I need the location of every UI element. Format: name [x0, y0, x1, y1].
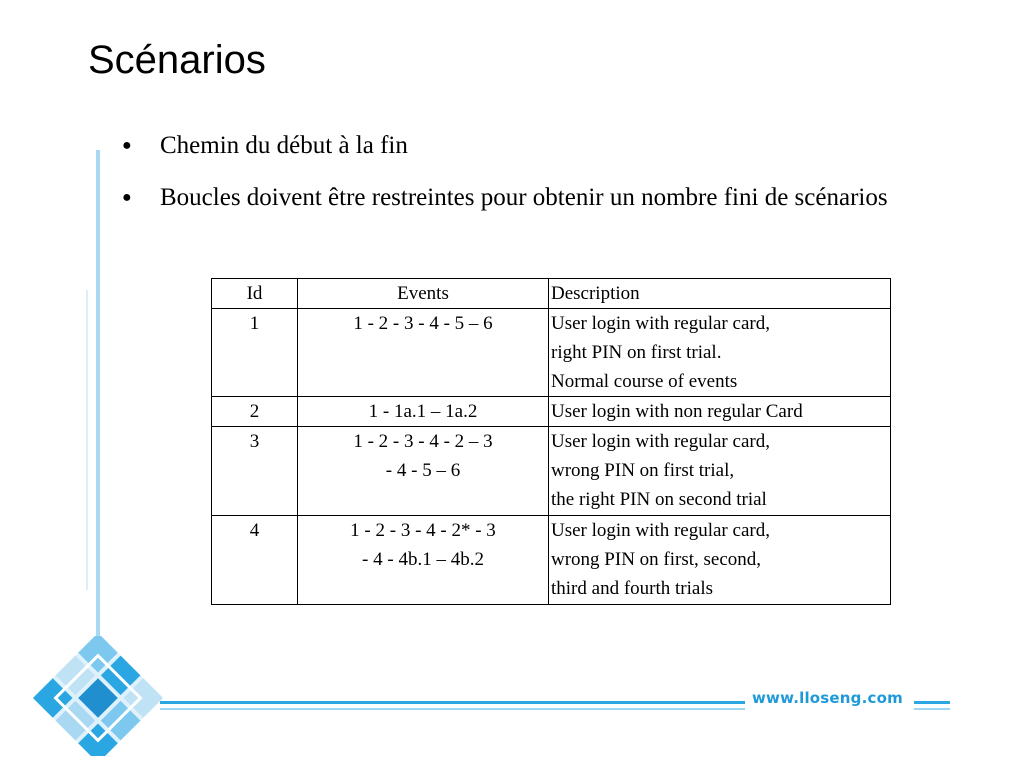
- cell-events: [298, 516, 549, 605]
- cell-description: [549, 309, 891, 397]
- cell-events: [298, 427, 549, 516]
- events-line: 1 - 1a.1 – 1a.2: [368, 401, 478, 422]
- scenario-table: [211, 278, 891, 605]
- bullet-dot-icon: ●: [122, 189, 132, 206]
- table-header-row: [212, 279, 891, 309]
- description-line: wrong PIN on first, second,: [551, 549, 762, 570]
- bullet-item: [120, 128, 960, 164]
- footer-url[interactable]: www.lloseng.com: [752, 689, 903, 707]
- header-events: Events: [298, 279, 549, 309]
- description-line: Normal course of events: [551, 371, 738, 392]
- table-row: [212, 397, 891, 427]
- diamond-logo-icon: [28, 636, 168, 756]
- cell-id: 3: [212, 427, 298, 516]
- events-line: 1 - 2 - 3 - 4 - 2 – 3: [353, 431, 493, 452]
- cell-id: 4: [212, 516, 298, 605]
- cell-description: [549, 516, 891, 605]
- events-line: 1 - 2 - 3 - 4 - 5 – 6: [353, 313, 493, 334]
- cell-id: 2: [212, 397, 298, 427]
- footer-line: [160, 701, 745, 704]
- bullet-text: Chemin du début à la fin: [160, 132, 408, 159]
- bullet-text: Boucles doivent être restreintes pour obtenir un nombre fini de scénarios: [160, 184, 888, 211]
- description-line: User login with regular card,: [551, 313, 770, 334]
- description-line: User login with regular card,: [551, 520, 770, 541]
- bullet-list: [120, 128, 960, 232]
- description-line: User login with non regular Card: [551, 401, 803, 422]
- header-id: Id: [212, 279, 298, 309]
- events-line: 1 - 2 - 3 - 4 - 2* - 3: [350, 520, 496, 541]
- description-line: the right PIN on second trial: [551, 489, 767, 510]
- cell-description: [549, 397, 891, 427]
- table-row: [212, 309, 891, 397]
- cell-id: 1: [212, 309, 298, 397]
- cell-description: [549, 427, 891, 516]
- events-line: - 4 - 4b.1 – 4b.2: [362, 549, 484, 570]
- header-description: Description: [549, 279, 891, 309]
- footer-line-light: [160, 708, 745, 710]
- page-title: Scénarios: [88, 38, 266, 82]
- table-row: [212, 516, 891, 605]
- events-line: - 4 - 5 – 6: [385, 460, 461, 481]
- bullet-dot-icon: ●: [122, 137, 132, 154]
- decor-vertical-line: [96, 150, 100, 670]
- footer-line-right-light: [914, 708, 950, 710]
- cell-events: [298, 309, 549, 397]
- description-line: wrong PIN on first trial,: [551, 460, 735, 481]
- description-line: User login with regular card,: [551, 431, 770, 452]
- cell-events: [298, 397, 549, 427]
- bullet-item: [120, 180, 960, 216]
- description-line: third and fourth trials: [551, 578, 713, 599]
- description-line: right PIN on first trial.: [551, 342, 722, 363]
- table-row: [212, 427, 891, 516]
- decor-vertical-line-faint: [86, 290, 88, 590]
- footer-line-right: [914, 701, 950, 704]
